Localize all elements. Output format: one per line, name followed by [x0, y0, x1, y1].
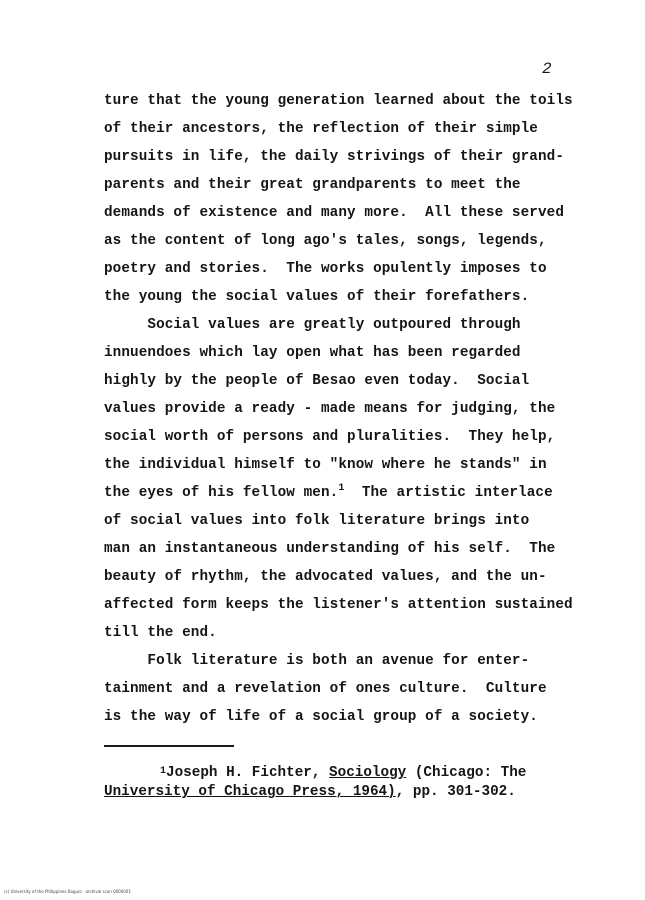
text-line-14: the individual himself to "know where he stands" in	[104, 457, 547, 473]
text-line-5: demands of existence and many more. All these served	[104, 205, 565, 221]
footnote-year: 1964)	[352, 784, 396, 800]
footnote-publisher-open: (Chicago: The	[406, 765, 527, 781]
text-line-3: pursuits in life, the daily strivings of their grand-	[104, 149, 565, 165]
text-line-22: tainment and a revelation of ones culture. Culture	[104, 681, 547, 697]
footnote-publisher: University of Chicago Press,	[104, 784, 353, 800]
text-line-10: innuendoes which lay open what has been regarded	[104, 345, 521, 361]
text-line-6: as the content of long ago's tales, songs, legends,	[104, 233, 547, 249]
scan-footer-code: (c) University of the Philippines Baguio · archival scan 0000001	[4, 889, 131, 894]
text-line-15-tail: The artistic interlace	[344, 485, 553, 501]
text-line-11: highly by the people of Besao even today. Social	[104, 373, 530, 389]
footnote-title: Sociology	[329, 765, 407, 781]
text-line-16: of social values into folk literature brings into	[104, 513, 530, 529]
text-line-8: the young the social values of their forefathers.	[104, 289, 530, 305]
footnote-author: Joseph H. Fichter,	[166, 765, 330, 781]
text-line-15-head: the eyes of his fellow men.	[104, 485, 339, 501]
text-line-9: Social values are greatly outpoured through	[104, 317, 521, 333]
text-line-15	[104, 485, 553, 501]
footnote-pages: , pp. 301-302.	[395, 784, 516, 800]
footnote-divider	[104, 745, 234, 747]
footnote-line-1	[160, 765, 526, 781]
text-line-20: till the end.	[104, 625, 217, 641]
text-line-19: affected form keeps the listener's attention sustained	[104, 597, 573, 613]
text-line-7: poetry and stories. The works opulently imposes to	[104, 261, 547, 277]
page-number: 2	[542, 60, 552, 78]
text-line-18: beauty of rhythm, the advocated values, and the un-	[104, 569, 547, 585]
text-line-12: values provide a ready - made means for judging, the	[104, 401, 556, 417]
text-line-17: man an instantaneous understanding of his self. The	[104, 541, 556, 557]
footnote-reference: 1	[338, 483, 345, 494]
text-line-13: social worth of persons and pluralities. They help,	[104, 429, 556, 445]
footnote-line-2	[104, 784, 516, 800]
footnote-marker: 1	[160, 766, 167, 777]
text-line-1: ture that the young generation learned about the toils	[104, 93, 573, 109]
text-line-21: Folk literature is both an avenue for enter-	[104, 653, 530, 669]
text-line-2: of their ancestors, the reflection of their simple	[104, 121, 538, 137]
text-line-23: is the way of life of a social group of a society.	[104, 709, 538, 725]
text-line-4: parents and their great grandparents to meet the	[104, 177, 521, 193]
